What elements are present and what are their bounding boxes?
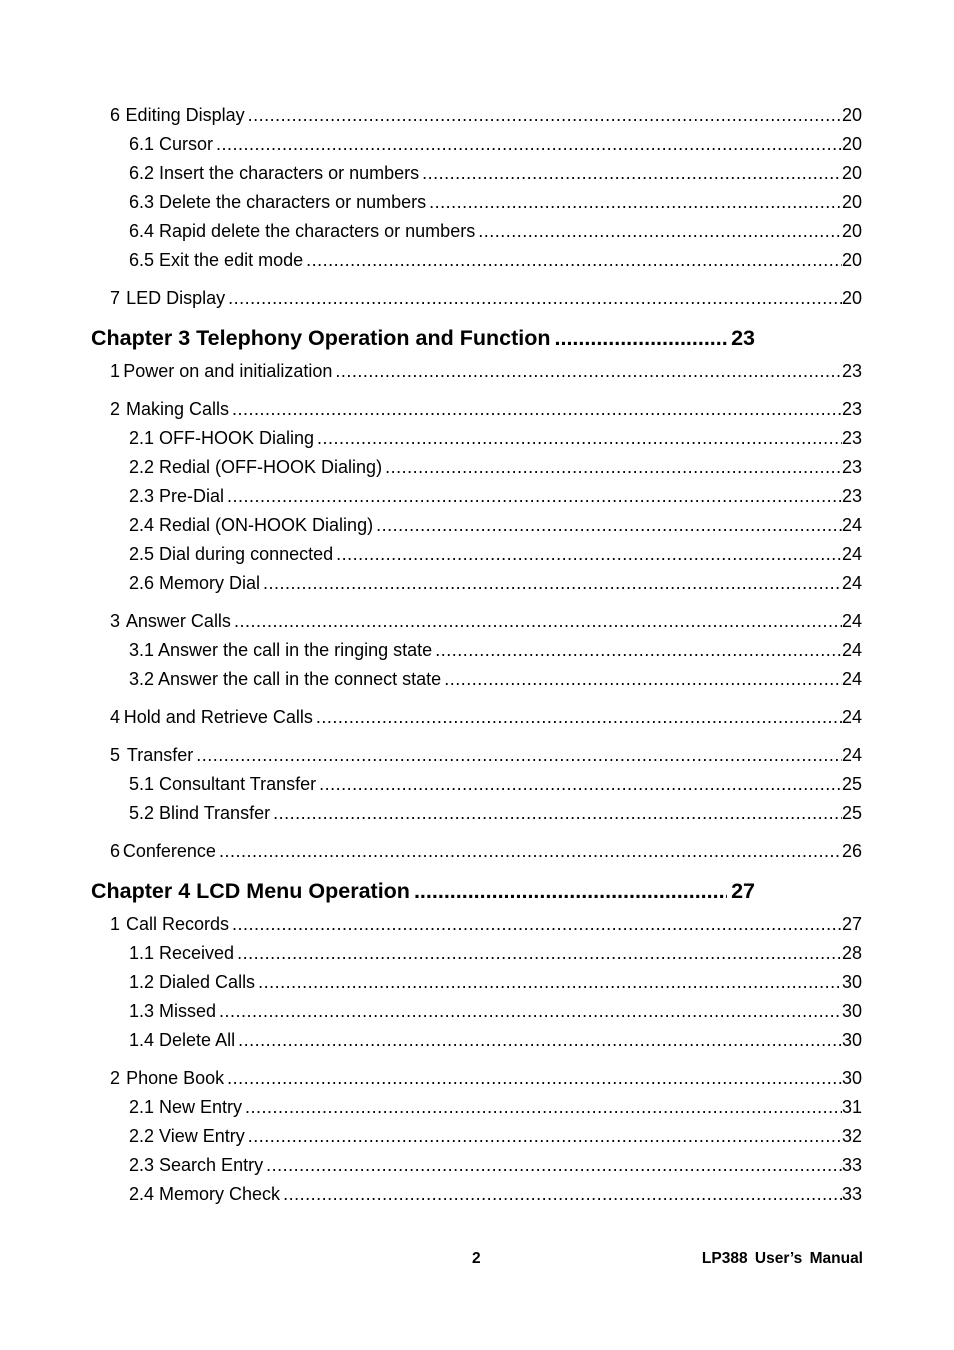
toc-entry[interactable] xyxy=(0,799,954,828)
toc-entry-title: Conference xyxy=(122,841,216,861)
toc-entry-title: 2.6 Memory Dial xyxy=(129,573,261,593)
toc-entry-title: 6.1 Cursor xyxy=(129,134,214,154)
toc-entry-page: 24 xyxy=(841,707,862,727)
dot-leader xyxy=(319,770,842,799)
dot-leader xyxy=(435,636,842,665)
toc-entry[interactable] xyxy=(0,910,954,939)
toc-entry-page: 24 xyxy=(841,515,862,535)
toc-entry[interactable] xyxy=(0,159,954,188)
dot-leader xyxy=(376,511,842,540)
toc-entry-page: 33 xyxy=(841,1155,862,1175)
toc-entry[interactable] xyxy=(0,1026,954,1055)
page-number: 2 xyxy=(472,1250,481,1267)
toc-entry-number: 4 xyxy=(110,707,121,727)
toc-entry-title: 3.1 Answer the call in the ringing state xyxy=(129,640,433,660)
dot-leader xyxy=(444,665,842,694)
toc-entry-page: 24 xyxy=(841,640,862,660)
toc-entry-number: 1 xyxy=(110,914,121,934)
toc-entry[interactable] xyxy=(0,357,954,386)
toc-entry[interactable] xyxy=(0,1151,954,1180)
toc-entry-page: 30 xyxy=(841,1030,862,1050)
toc-entry-page: 24 xyxy=(841,611,862,631)
toc-entry-title: 6.5 Exit the edit mode xyxy=(129,250,304,270)
toc-entry-number: 5 xyxy=(110,745,121,765)
toc-entry-title: Answer Calls xyxy=(125,611,231,631)
toc-entry[interactable] xyxy=(0,1180,954,1209)
dot-leader xyxy=(385,453,842,482)
toc-entry[interactable] xyxy=(0,130,954,159)
toc-entry-number: 3 xyxy=(110,611,121,631)
dot-leader xyxy=(248,1122,842,1151)
dot-leader xyxy=(258,968,842,997)
toc-entry-title: 2.3 Pre-Dial xyxy=(129,486,225,506)
toc-entry-title: Editing Display xyxy=(125,105,245,125)
toc-entry-page: 20 xyxy=(841,221,862,241)
dot-leader xyxy=(219,997,842,1026)
toc-entry-page: 25 xyxy=(841,803,862,823)
toc-entry[interactable] xyxy=(0,246,954,275)
toc-entry-page: 23 xyxy=(841,399,862,419)
toc-entry[interactable] xyxy=(0,607,954,636)
toc-entry-page: 30 xyxy=(841,1001,862,1021)
dot-leader xyxy=(414,872,727,910)
toc-entry-title: 1.2 Dialed Calls xyxy=(129,972,256,992)
toc-entry[interactable] xyxy=(0,482,954,511)
dot-leader xyxy=(335,357,842,386)
toc-entry-title: 6.2 Insert the characters or numbers xyxy=(129,163,420,183)
toc-entry[interactable] xyxy=(0,770,954,799)
toc-entry-page: 20 xyxy=(841,163,862,183)
dot-leader xyxy=(232,910,842,939)
toc-entry[interactable] xyxy=(0,540,954,569)
toc-entry-page: 20 xyxy=(841,192,862,212)
toc-entry-title: 1.1 Received xyxy=(129,943,235,963)
toc-entry-title: 2.2 Redial (OFF-HOOK Dialing) xyxy=(129,457,383,477)
dot-leader xyxy=(219,837,842,866)
toc-entry-number: 6 xyxy=(110,105,121,125)
toc-entry-page: 20 xyxy=(841,105,862,125)
toc-entry[interactable] xyxy=(0,1093,954,1122)
toc-entry-title: 2.2 View Entry xyxy=(129,1126,245,1146)
dot-leader xyxy=(478,217,842,246)
toc-entry-page: 32 xyxy=(841,1126,862,1146)
toc-entry-title: Chapter 3 Telephony Operation and Function xyxy=(91,326,551,350)
toc-entry[interactable] xyxy=(0,741,954,770)
toc-entry-title: Hold and Retrieve Calls xyxy=(123,707,313,727)
toc-entry-page: 23 xyxy=(841,457,862,477)
dot-leader xyxy=(306,246,842,275)
toc-entry-title: Chapter 4 LCD Menu Operation xyxy=(91,879,410,903)
toc-entry[interactable] xyxy=(0,1064,954,1093)
toc-entry-title: 2.1 New Entry xyxy=(129,1097,243,1117)
dot-leader xyxy=(422,159,842,188)
toc-entry-number: 6 xyxy=(110,841,121,861)
dot-leader xyxy=(234,607,842,636)
dot-leader xyxy=(316,703,842,732)
toc-entry-page: 23 xyxy=(841,486,862,506)
toc-entry-title: 1.4 Delete All xyxy=(129,1030,236,1050)
toc-entry[interactable] xyxy=(0,101,954,130)
toc-entry[interactable] xyxy=(0,188,954,217)
toc-entry-number: 2 xyxy=(110,399,121,419)
toc-entry[interactable] xyxy=(0,665,954,694)
dot-leader xyxy=(317,424,842,453)
dot-leader xyxy=(263,569,842,598)
toc-entry-number: 2 xyxy=(110,1068,121,1088)
toc-entry-page: 30 xyxy=(841,1068,862,1088)
toc-entry-title: 3.2 Answer the call in the connect state xyxy=(129,669,442,689)
toc-chapter-heading[interactable] xyxy=(0,872,954,910)
dot-leader xyxy=(266,1151,842,1180)
toc-chapter-heading[interactable] xyxy=(0,319,954,357)
toc-entry[interactable] xyxy=(0,453,954,482)
toc-entry-title: 2.4 Memory Check xyxy=(129,1184,281,1204)
toc-entry[interactable] xyxy=(0,703,954,732)
toc-entry-title: Making Calls xyxy=(125,399,229,419)
toc-entry-title: LED Display xyxy=(126,288,226,308)
toc-entry-page: 20 xyxy=(841,134,862,154)
dot-leader xyxy=(429,188,842,217)
toc-entry-title: 5.1 Consultant Transfer xyxy=(129,774,317,794)
dot-leader xyxy=(245,1093,842,1122)
toc-entry-title: 1.3 Missed xyxy=(129,1001,217,1021)
dot-leader xyxy=(273,799,842,828)
toc-entry[interactable] xyxy=(0,939,954,968)
toc-entry[interactable] xyxy=(0,217,954,246)
dot-leader xyxy=(248,101,842,130)
page-footer xyxy=(0,1250,954,1272)
toc-entry[interactable] xyxy=(0,636,954,665)
toc-entry-title: 2.5 Dial during connected xyxy=(129,544,334,564)
toc-entry-title: Phone Book xyxy=(126,1068,225,1088)
toc-entry-page: 24 xyxy=(841,745,862,765)
dot-leader xyxy=(227,1064,842,1093)
dot-leader xyxy=(227,482,842,511)
dot-leader xyxy=(237,939,842,968)
toc-entry-page: 26 xyxy=(841,841,862,861)
toc-entry[interactable] xyxy=(0,284,954,313)
dot-leader xyxy=(283,1180,842,1209)
toc-entry-page: 20 xyxy=(841,250,862,270)
toc-entry[interactable] xyxy=(0,511,954,540)
toc-entry-page: 24 xyxy=(841,573,862,593)
dot-leader xyxy=(216,130,842,159)
toc-entry-title: 6.4 Rapid delete the characters or numbers xyxy=(129,221,476,241)
toc-entry[interactable] xyxy=(0,837,954,866)
toc-entry-title: 5.2 Blind Transfer xyxy=(129,803,271,823)
toc-entry-title: Power on and initialization xyxy=(123,361,333,381)
toc-entry-page: 24 xyxy=(841,669,862,689)
dot-leader xyxy=(232,395,842,424)
toc-entry[interactable] xyxy=(0,997,954,1026)
toc-entry-page: 23 xyxy=(731,326,755,350)
dot-leader xyxy=(336,540,842,569)
dot-leader xyxy=(228,284,842,313)
dot-leader xyxy=(196,741,842,770)
toc-entry[interactable] xyxy=(0,569,954,598)
toc-entry-page: 27 xyxy=(731,879,755,903)
toc-entry-title: 6.3 Delete the characters or numbers xyxy=(129,192,427,212)
toc-entry-page: 25 xyxy=(841,774,862,794)
toc-entry[interactable] xyxy=(0,1122,954,1151)
toc-entry[interactable] xyxy=(0,968,954,997)
toc-entry-page: 20 xyxy=(841,288,862,308)
toc-entry-page: 28 xyxy=(841,943,862,963)
toc-entry-title: 2.3 Search Entry xyxy=(129,1155,264,1175)
toc-entry-page: 27 xyxy=(841,914,862,934)
toc-entry-title: 2.4 Redial (ON-HOOK Dialing) xyxy=(129,515,374,535)
toc-entry-page: 30 xyxy=(841,972,862,992)
table-of-contents xyxy=(0,101,954,1209)
toc-entry-page: 24 xyxy=(841,544,862,564)
toc-entry-page: 31 xyxy=(841,1097,862,1117)
toc-entry-number: 1 xyxy=(110,361,121,381)
dot-leader xyxy=(238,1026,842,1055)
toc-entry[interactable] xyxy=(0,395,954,424)
toc-entry-page: 23 xyxy=(841,428,862,448)
manual-title: LP388 User’s Manual xyxy=(701,1250,863,1267)
toc-entry-page: 23 xyxy=(841,361,862,381)
toc-entry-title: Transfer xyxy=(126,745,194,765)
toc-entry-number: 7 xyxy=(110,288,121,308)
toc-entry-title: Call Records xyxy=(125,914,229,934)
toc-entry-title: 2.1 OFF-HOOK Dialing xyxy=(129,428,315,448)
toc-entry-page: 33 xyxy=(841,1184,862,1204)
toc-entry[interactable] xyxy=(0,424,954,453)
dot-leader xyxy=(555,319,728,357)
